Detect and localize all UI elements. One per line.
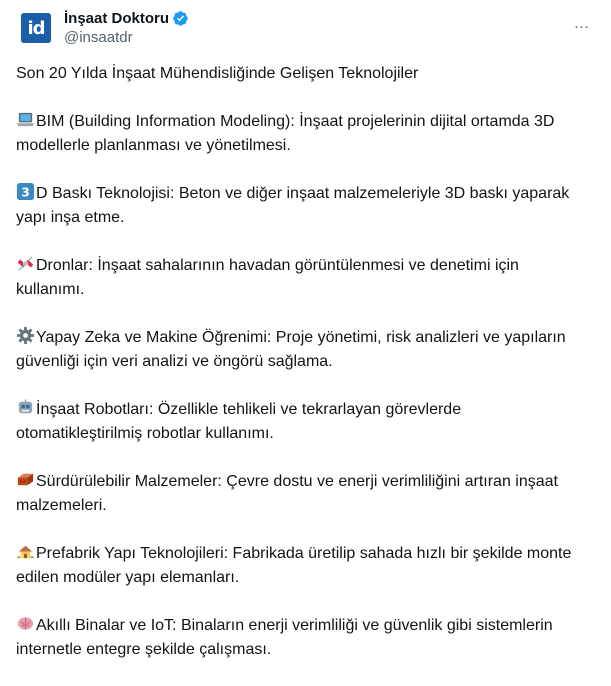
list-item-text: Akıllı Binalar ve IoT: Binaların enerji verimliliği ve güvenlik gibi sistemlerin internetle entegre şekilde çalışması.	[16, 617, 553, 658]
tweet-intro: Son 20 Yılda İnşaat Mühendisliğinde Gelişen Teknolojiler	[16, 65, 419, 82]
list-item-text: İnşaat Robotları: Özellikle tehlikeli ve tekrarlayan görevlerde otomatikleştirilmiş robotlar kullanımı.	[16, 401, 462, 442]
name-row	[64, 9, 189, 28]
list-item-text: D Baskı Teknolojisi: Beton ve diğer inşaat malzemeleriyle 3D baskı yaparak yapı inşa etme.	[16, 185, 570, 226]
avatar[interactable]	[16, 8, 56, 48]
list-item	[16, 398, 591, 446]
brain-icon	[16, 614, 35, 633]
brick-icon	[16, 470, 35, 489]
avatar-logo: id	[21, 13, 51, 43]
tweet-text	[16, 62, 591, 686]
tweet-header	[16, 8, 595, 48]
list-item-text: BIM (Building Information Modeling): İnşaat projelerinin dijital ortamda 3D modellerle planlanması ve yönetilmesi.	[16, 113, 555, 154]
list-item	[16, 110, 591, 158]
laptop-icon	[16, 110, 35, 129]
verified-badge-icon	[172, 10, 189, 27]
gear-icon	[16, 326, 35, 345]
list-item	[16, 542, 591, 590]
list-item-text: Dronlar: İnşaat sahalarının havadan görüntülenmesi ve denetimi için kullanımı.	[16, 257, 519, 298]
author-display-name[interactable]: İnşaat Doktoru	[64, 10, 170, 27]
satellite-icon	[16, 254, 35, 273]
author-block	[64, 9, 189, 46]
list-item-text: Sürdürülebilir Malzemeler: Çevre dostu ve enerji verimliliğini artıran inşaat malzemeleri.	[16, 473, 558, 514]
list-item	[16, 182, 591, 230]
robot-icon	[16, 398, 35, 417]
author-handle[interactable]: @insaatdr	[64, 29, 133, 46]
more-options-icon[interactable]: …	[573, 15, 591, 32]
house-with-garden-icon	[16, 542, 35, 561]
list-item-text: Yapay Zeka ve Makine Öğrenimi: Proje yönetimi, risk analizleri ve yapıların güvenliği için veri analizi ve öngörü sağlama.	[16, 329, 566, 370]
list-item	[16, 614, 591, 662]
list-item-text: Prefabrik Yapı Teknolojileri: Fabrikada üretilip sahada hızlı bir şekilde monte edilen modüler yapı elemanları.	[16, 545, 572, 586]
svg-text:3: 3	[21, 185, 30, 200]
list-item	[16, 254, 591, 302]
list-item	[16, 470, 591, 518]
list-item	[16, 326, 591, 374]
keycap-3-icon	[16, 182, 35, 201]
